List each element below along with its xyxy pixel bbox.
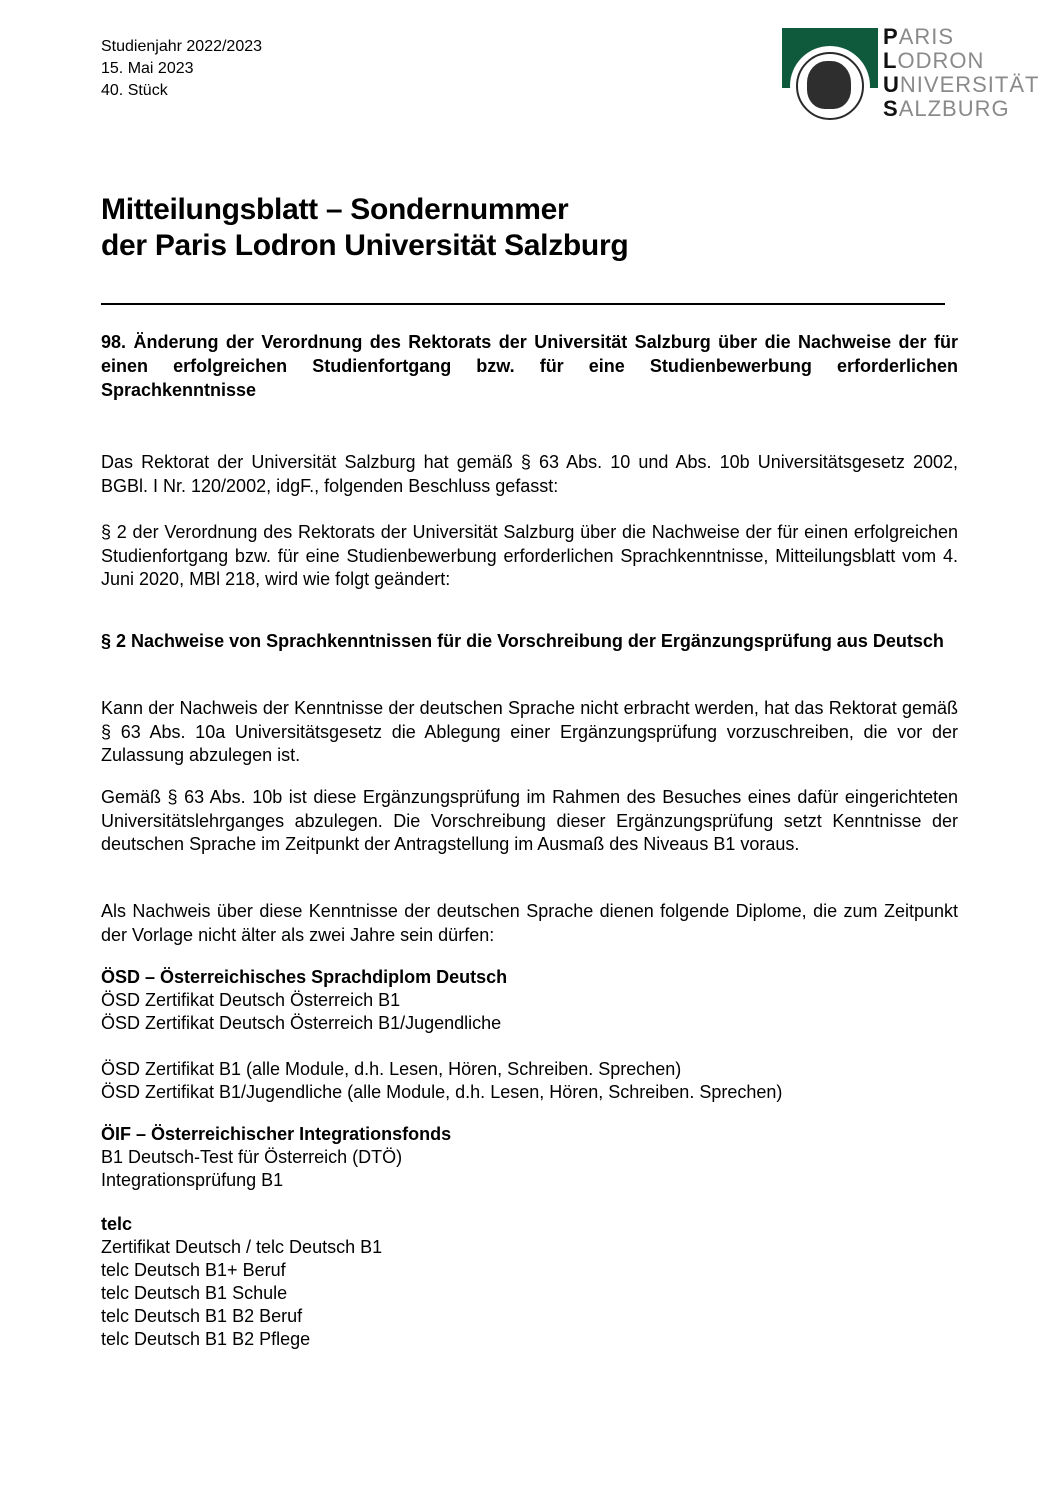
list-item: ÖSD Zertifikat Deutsch Österreich B1 xyxy=(101,990,401,1010)
list-item: ÖSD Zertifikat Deutsch Österreich B1/Jugendliche xyxy=(101,1013,502,1033)
list-item: telc Deutsch B1 B2 Pflege xyxy=(101,1329,311,1349)
university-logo xyxy=(780,24,1040,128)
document-heading: 98. Änderung der Verordnung des Rektorats der Universität Salzburg über die Nachweise der für einen erfolgreichen Studienfortgang bzw. für eine Studienbewerbung erforderlichen Sprachkenntnisse xyxy=(101,332,958,400)
paragraph-2: Gemäß § 63 Abs. 10b ist diese Ergänzungsprüfung im Rahmen des Besuches eines dafür eingerichteten Universitätslehrganges abzulegen. Die Vorschreibung dieser Ergänzungsprüfung setzt Kenntnisse der deutschen Sprache im Zeitpunkt der Antragstellung im Ausmaß des Niveaus B1 voraus. xyxy=(101,787,958,854)
list-item: Zertifikat Deutsch / telc Deutsch B1 xyxy=(101,1237,383,1257)
academic-year: Studienjahr 2022/2023 xyxy=(101,38,263,55)
list-item: telc Deutsch B1+ Beruf xyxy=(101,1260,286,1280)
paragraph-1: Kann der Nachweis der Kenntnisse der deutschen Sprache nicht erbracht werden, hat das Rektorat gemäß § 63 Abs. 10a Universitätsgesetz die Ablegung einer Ergänzungsprüfung vorzuschreiben, die vor der Zulassung abzulegen ist. xyxy=(101,698,958,765)
list-item: telc Deutsch B1 B2 Beruf xyxy=(101,1306,303,1326)
section-heading: § 2 Nachweise von Sprachkenntnissen für die Vorschreibung der Ergänzungsprüfung aus Deutsch xyxy=(101,631,944,651)
title-divider xyxy=(101,303,945,305)
list-item: telc Deutsch B1 Schule xyxy=(101,1283,288,1303)
diploma-group-heading: telc xyxy=(101,1214,133,1234)
amendment-paragraph: § 2 der Verordnung des Rektorats der Universität Salzburg über die Nachweise der für einen erfolgreichen Studienfortgang bzw. für eine Studienbewerbung erforderlichen Sprachkenntnisse, Mitteilungsblatt vom 4. Juni 2020, MBl 218, wird wie folgt geändert: xyxy=(101,522,958,589)
list-item: Integrationsprüfung B1 xyxy=(101,1170,284,1190)
list-item: B1 Deutsch-Test für Österreich (DTÖ) xyxy=(101,1147,403,1167)
diploma-group-osd xyxy=(101,966,782,1104)
diploma-group-oif xyxy=(101,1123,451,1192)
issue-number: 40. Stück xyxy=(101,82,168,99)
lion-seal-icon xyxy=(790,46,870,126)
paragraph-3: Als Nachweis über diese Kenntnisse der deutschen Sprache dienen folgende Diplome, die zum Zeitpunkt der Vorlage nicht älter als zwei Jahre sein dürfen: xyxy=(101,901,958,945)
diploma-group-heading: ÖSD – Österreichisches Sprachdiplom Deutsch xyxy=(101,967,508,987)
diploma-group-heading: ÖIF – Österreichischer Integrationsfonds xyxy=(101,1124,452,1144)
issue-date: 15. Mai 2023 xyxy=(101,60,194,77)
list-item: ÖSD Zertifikat B1/Jugendliche (alle Module, d.h. Lesen, Hören, Schreiben. Sprechen) xyxy=(101,1082,783,1102)
list-item: ÖSD Zertifikat B1 (alle Module, d.h. Lesen, Hören, Schreiben. Sprechen) xyxy=(101,1059,682,1079)
intro-paragraph: Das Rektorat der Universität Salzburg hat gemäß § 63 Abs. 10 und Abs. 10b Universitätsgesetz 2002, BGBl. I Nr. 120/2002, idgF., folgenden Beschluss gefasst: xyxy=(101,452,958,496)
logo-wordmark: PARIS LODRON UNIVERSITÄT SALZBURG xyxy=(883,24,1040,121)
diploma-group-telc xyxy=(101,1213,382,1351)
page-title: Mitteilungsblatt – Sondernummer der Paris Lodron Universität Salzburg xyxy=(101,193,629,262)
issue-metadata xyxy=(101,36,262,102)
list-spacer xyxy=(101,1035,782,1058)
